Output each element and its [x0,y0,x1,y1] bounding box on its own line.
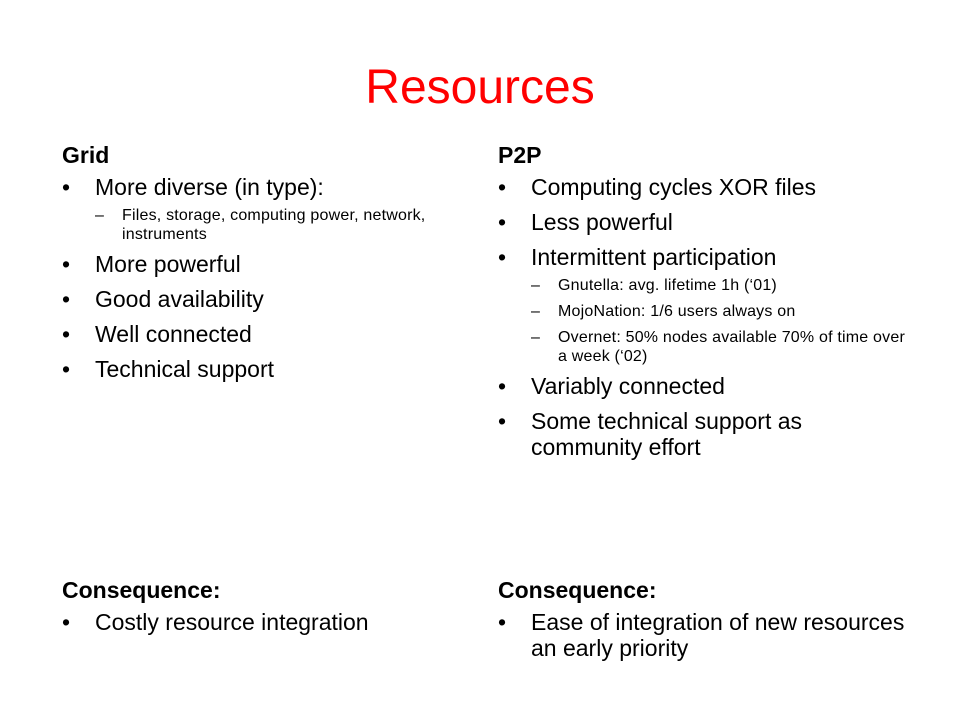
list-item [498,174,908,200]
sub-list-item-text: MojoNation: 1/6 users always on [558,303,796,320]
list-item [62,251,472,277]
list-item [62,174,472,244]
bullet-icon: • [62,251,71,277]
bullet-icon: • [498,408,507,434]
list-item [62,286,472,312]
list-item-text: Ease of integration of new resources an early priority [531,609,905,661]
sub-list-item [531,302,908,321]
bullet-icon: • [498,373,507,399]
p2p-list [498,174,908,460]
list-item [498,408,908,460]
list-item-text: Less powerful [531,209,673,235]
list-item-text: More diverse (in type): [95,174,324,200]
bullet-icon: • [62,174,71,200]
list-item [62,609,472,635]
grid-consequence-heading: Consequence: [62,577,221,603]
p2p-heading: P2P [498,142,542,168]
list-item [498,373,908,399]
sub-list-item [531,328,908,366]
bullet-icon: • [498,209,507,235]
sub-list-item-text: Files, storage, computing power, network, instruments [122,207,426,243]
sub-list-item [531,276,908,295]
list-item-text: Variably connected [531,373,725,399]
bullet-icon: • [498,174,507,200]
grid-consequence [62,575,472,644]
grid-column [62,140,472,391]
list-item-text: Costly resource integration [95,609,369,635]
list-item [498,209,908,235]
dash-icon: – [95,207,105,224]
list-item-text: Good availability [95,286,264,312]
list-item [498,609,908,661]
list-item [62,356,472,382]
list-item-text: Intermittent participation [531,244,777,270]
list-item-text: Technical support [95,356,274,382]
grid-list [62,174,472,382]
slide-title: Resources [365,61,595,114]
p2p-consequence-list [498,609,908,661]
p2p-consequence [498,575,908,670]
sub-list-item-text: Gnutella: avg. lifetime 1h (‘01) [558,277,777,294]
bullet-icon: • [62,321,71,347]
list-item [62,321,472,347]
dash-icon: – [531,329,541,346]
bullet-icon: • [62,609,71,635]
dash-icon: – [531,277,541,294]
list-item-text: Computing cycles XOR files [531,174,817,200]
sub-list-item [95,206,472,244]
bullet-icon: • [62,356,71,382]
bullet-icon: • [62,286,71,312]
grid-consequence-list [62,609,472,635]
sub-list-item-text: Overnet: 50% nodes available 70% of time over a week (‘02) [558,329,905,365]
list-item [498,244,908,366]
list-item-text: Well connected [95,321,252,347]
sub-list [95,206,472,244]
p2p-column [498,140,908,469]
dash-icon: – [531,303,541,320]
bullet-icon: • [498,609,507,635]
p2p-consequence-heading: Consequence: [498,577,657,603]
list-item-text: More powerful [95,251,241,277]
bullet-icon: • [498,244,507,270]
list-item-text: Some technical support as community effort [531,408,803,460]
grid-heading: Grid [62,142,110,168]
sub-list [531,276,908,366]
